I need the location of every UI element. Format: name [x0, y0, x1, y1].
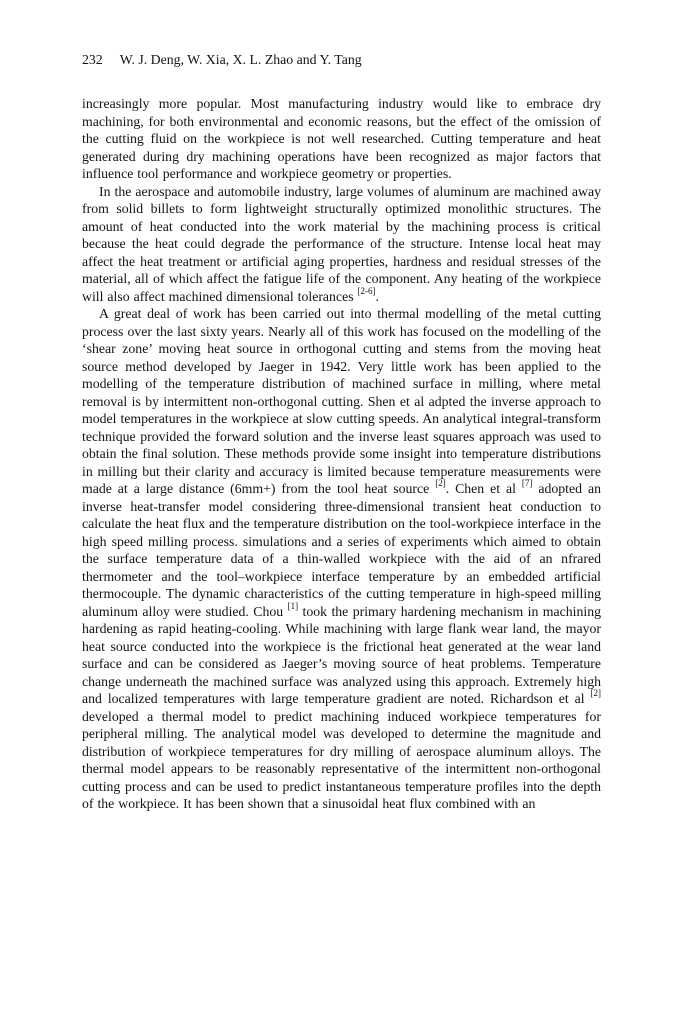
paragraph-text: .: [375, 288, 379, 304]
body-text: [82, 95, 601, 813]
paragraph: [82, 183, 601, 306]
paragraph: [82, 95, 601, 183]
paragraph-text: A great deal of work has been carried out into thermal modelling of the metal cutting process over the last sixty years. Nearly all of this work has focused on the modelling of the ‘shear zone’ moving heat source in orthogonal cutting and stems from the moving heat source method developed by Jaeger in 1942. Very little work has been applied to the modelling of the temperature distribution of machined surface in milling, where metal removal is by intermittent non-orthogonal cutting. Shen et al adpted the inverse approach to model temperatures in the workpiece at slow cutting speeds. An analytical integral-transform technique provided the forward solution and the inverse least squares approach was used to obtain the final solution. These methods provide some insight into temperature distributions in milling but their clarity and accuracy is limited because temperature measurements were made at a large distance (6mm+) from the tool heat source: [82, 306, 601, 496]
paragraph-text: took the primary hardening mechanism in machining hardening as rapid heating-cooling. While machining with large flank wear land, the mayor heat source conducted into the workpiece is the frictional heat generated at the wear land surface and can be considered as Jaeger’s moving source of heat problems. Temperature change underneath the machined surface was analyzed using this approach. Extremely high and localized temperatures with large temperature gradient are noted. Richardson et al: [82, 603, 601, 706]
running-head: [82, 51, 601, 68]
paragraph-text: In the aerospace and automobile industry, large volumes of aluminum are machined away from solid billets to form lightweight structurally optimized monolithic structures. The amount of heat conducted into the work material by the machining process is critical because the heat could degrade the performance of the structure. Intense local heat may affect the heat treatment or artificial aging properties, hardness and residual stresses of the material, all of which affect the fatigue life of the component. Any heating of the workpiece will also affect machined dimensional tolerances: [82, 183, 601, 304]
paragraph-text: adopted an inverse heat-transfer model considering three-dimensional transient heat conduction to calculate the heat flux and the temperature distribution on the tool-workpiece interface in the high speed milling process. simulations and a series of experiments which aimed to obtain the surface temperature data of a thin-walled workpiece with the aid of an nfrared thermometer and the tool–workpiece interface temperature by an embedded artificial thermocouple. The dynamic characteristics of the cutting temperature in high-speed milling aluminum alloy were studied. Chou: [82, 481, 601, 619]
citation-ref: [2]: [435, 478, 446, 489]
paragraph-text: . Chen et al: [445, 481, 522, 496]
paragraph-text: increasingly more popular. Most manufacturing industry would like to embrace dry machining, for both environmental and economic reasons, but the effect of the omission of the cutting fluid on the workpiece is not well researched. Cutting temperature and heat generated during dry machining operations have been recognized as major factors that influence tool performance and workpiece geometry or properties.: [82, 96, 601, 181]
paragraph-text: developed a thermal model to predict machining induced workpiece temperatures for peripheral milling. The analytical model was developed to determine the magnitude and distribution of workpiece temperatures for dry milling of aerospace aluminum alloys. The thermal model appears to be reasonably representative of the intermittent non-orthogonal cutting process and can be used to predict instantaneous temperature profiles into the depth of the workpiece. It has been shown that a sinusoidal heat flux combined with an: [82, 708, 601, 811]
paragraph: [82, 305, 601, 813]
running-head-authors: W. J. Deng, W. Xia, X. L. Zhao and Y. Tang: [119, 52, 362, 67]
page-number: 232: [82, 52, 103, 67]
citation-ref: [2]: [590, 688, 601, 699]
citation-ref: [1]: [287, 600, 299, 611]
citation-ref: [7]: [521, 478, 533, 489]
citation-ref: [2-6]: [357, 285, 376, 296]
